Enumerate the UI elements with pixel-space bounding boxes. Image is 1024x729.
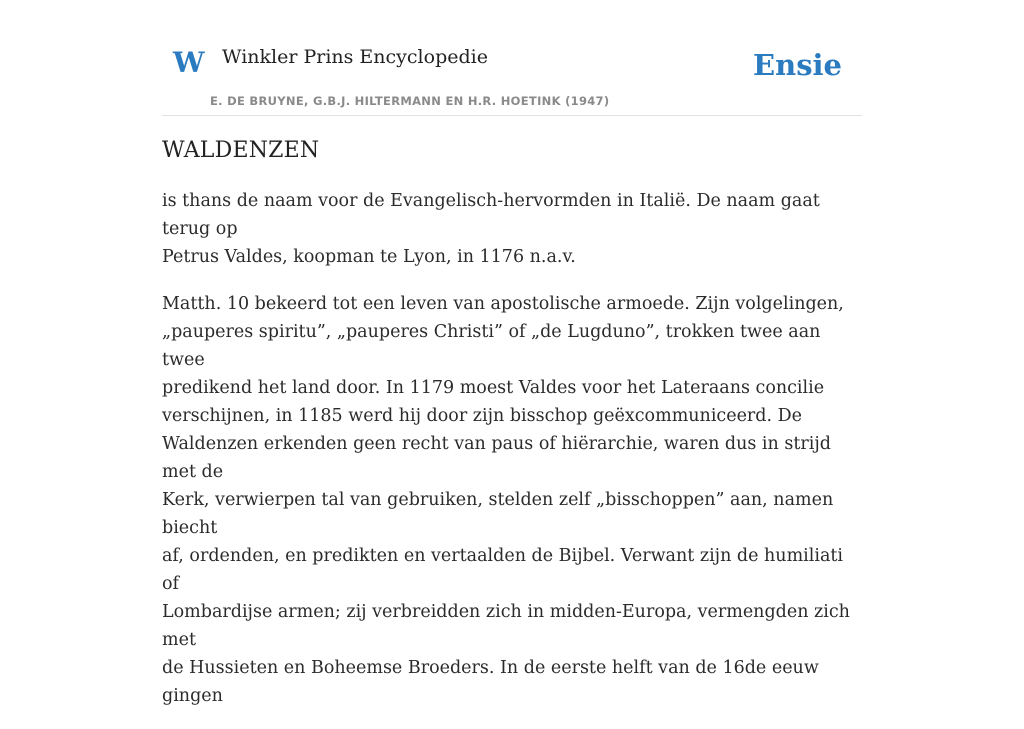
publication-logo[interactable]: W xyxy=(173,46,205,79)
article-title: WALDENZEN xyxy=(162,138,320,163)
publication-title[interactable]: Winkler Prins Encyclopedie xyxy=(222,46,488,68)
publication-authors: E. DE BRUYNE, G.B.J. HILTERMANN EN H.R. HOETINK (1947) xyxy=(210,94,610,108)
header xyxy=(162,30,862,116)
article xyxy=(162,138,862,729)
article-paragraph: Matth. 10 bekeerd tot een leven van apostolische armoede. Zijn volgelingen, „pauperes spiritu”, „pauperes Christi” of „de Lugduno”, trokken twee aan twee predikend het land door. In 1179 moest Valdes voor het Lateraans concilie verschijnen, in 1185 werd hij door zijn bisschop geëxcommuniceerd. De Waldenzen erkenden geen recht van paus of hiërarchie, waren dus in strijd met de Kerk, verwierpen tal van gebruiken, stelden zelf „bisschoppen” aan, namen biecht af, ordenden, en predikten en vertaalden de Bijbel. Verwant zijn de humiliati of Lombardijse armen; zij verbreidden zich in midden-Europa, vermengden zich met de Hussieten en Boheemse Broeders. In de eerste helft van de 16de eeuw gingen xyxy=(162,294,850,706)
brand-logo[interactable]: Ensie xyxy=(753,48,842,82)
article-paragraph: is thans de naam voor de Evangelisch-hervormden in Italië. De naam gaat terug op Petrus Valdes, koopman te Lyon, in 1176 n.a.v. xyxy=(162,191,820,267)
